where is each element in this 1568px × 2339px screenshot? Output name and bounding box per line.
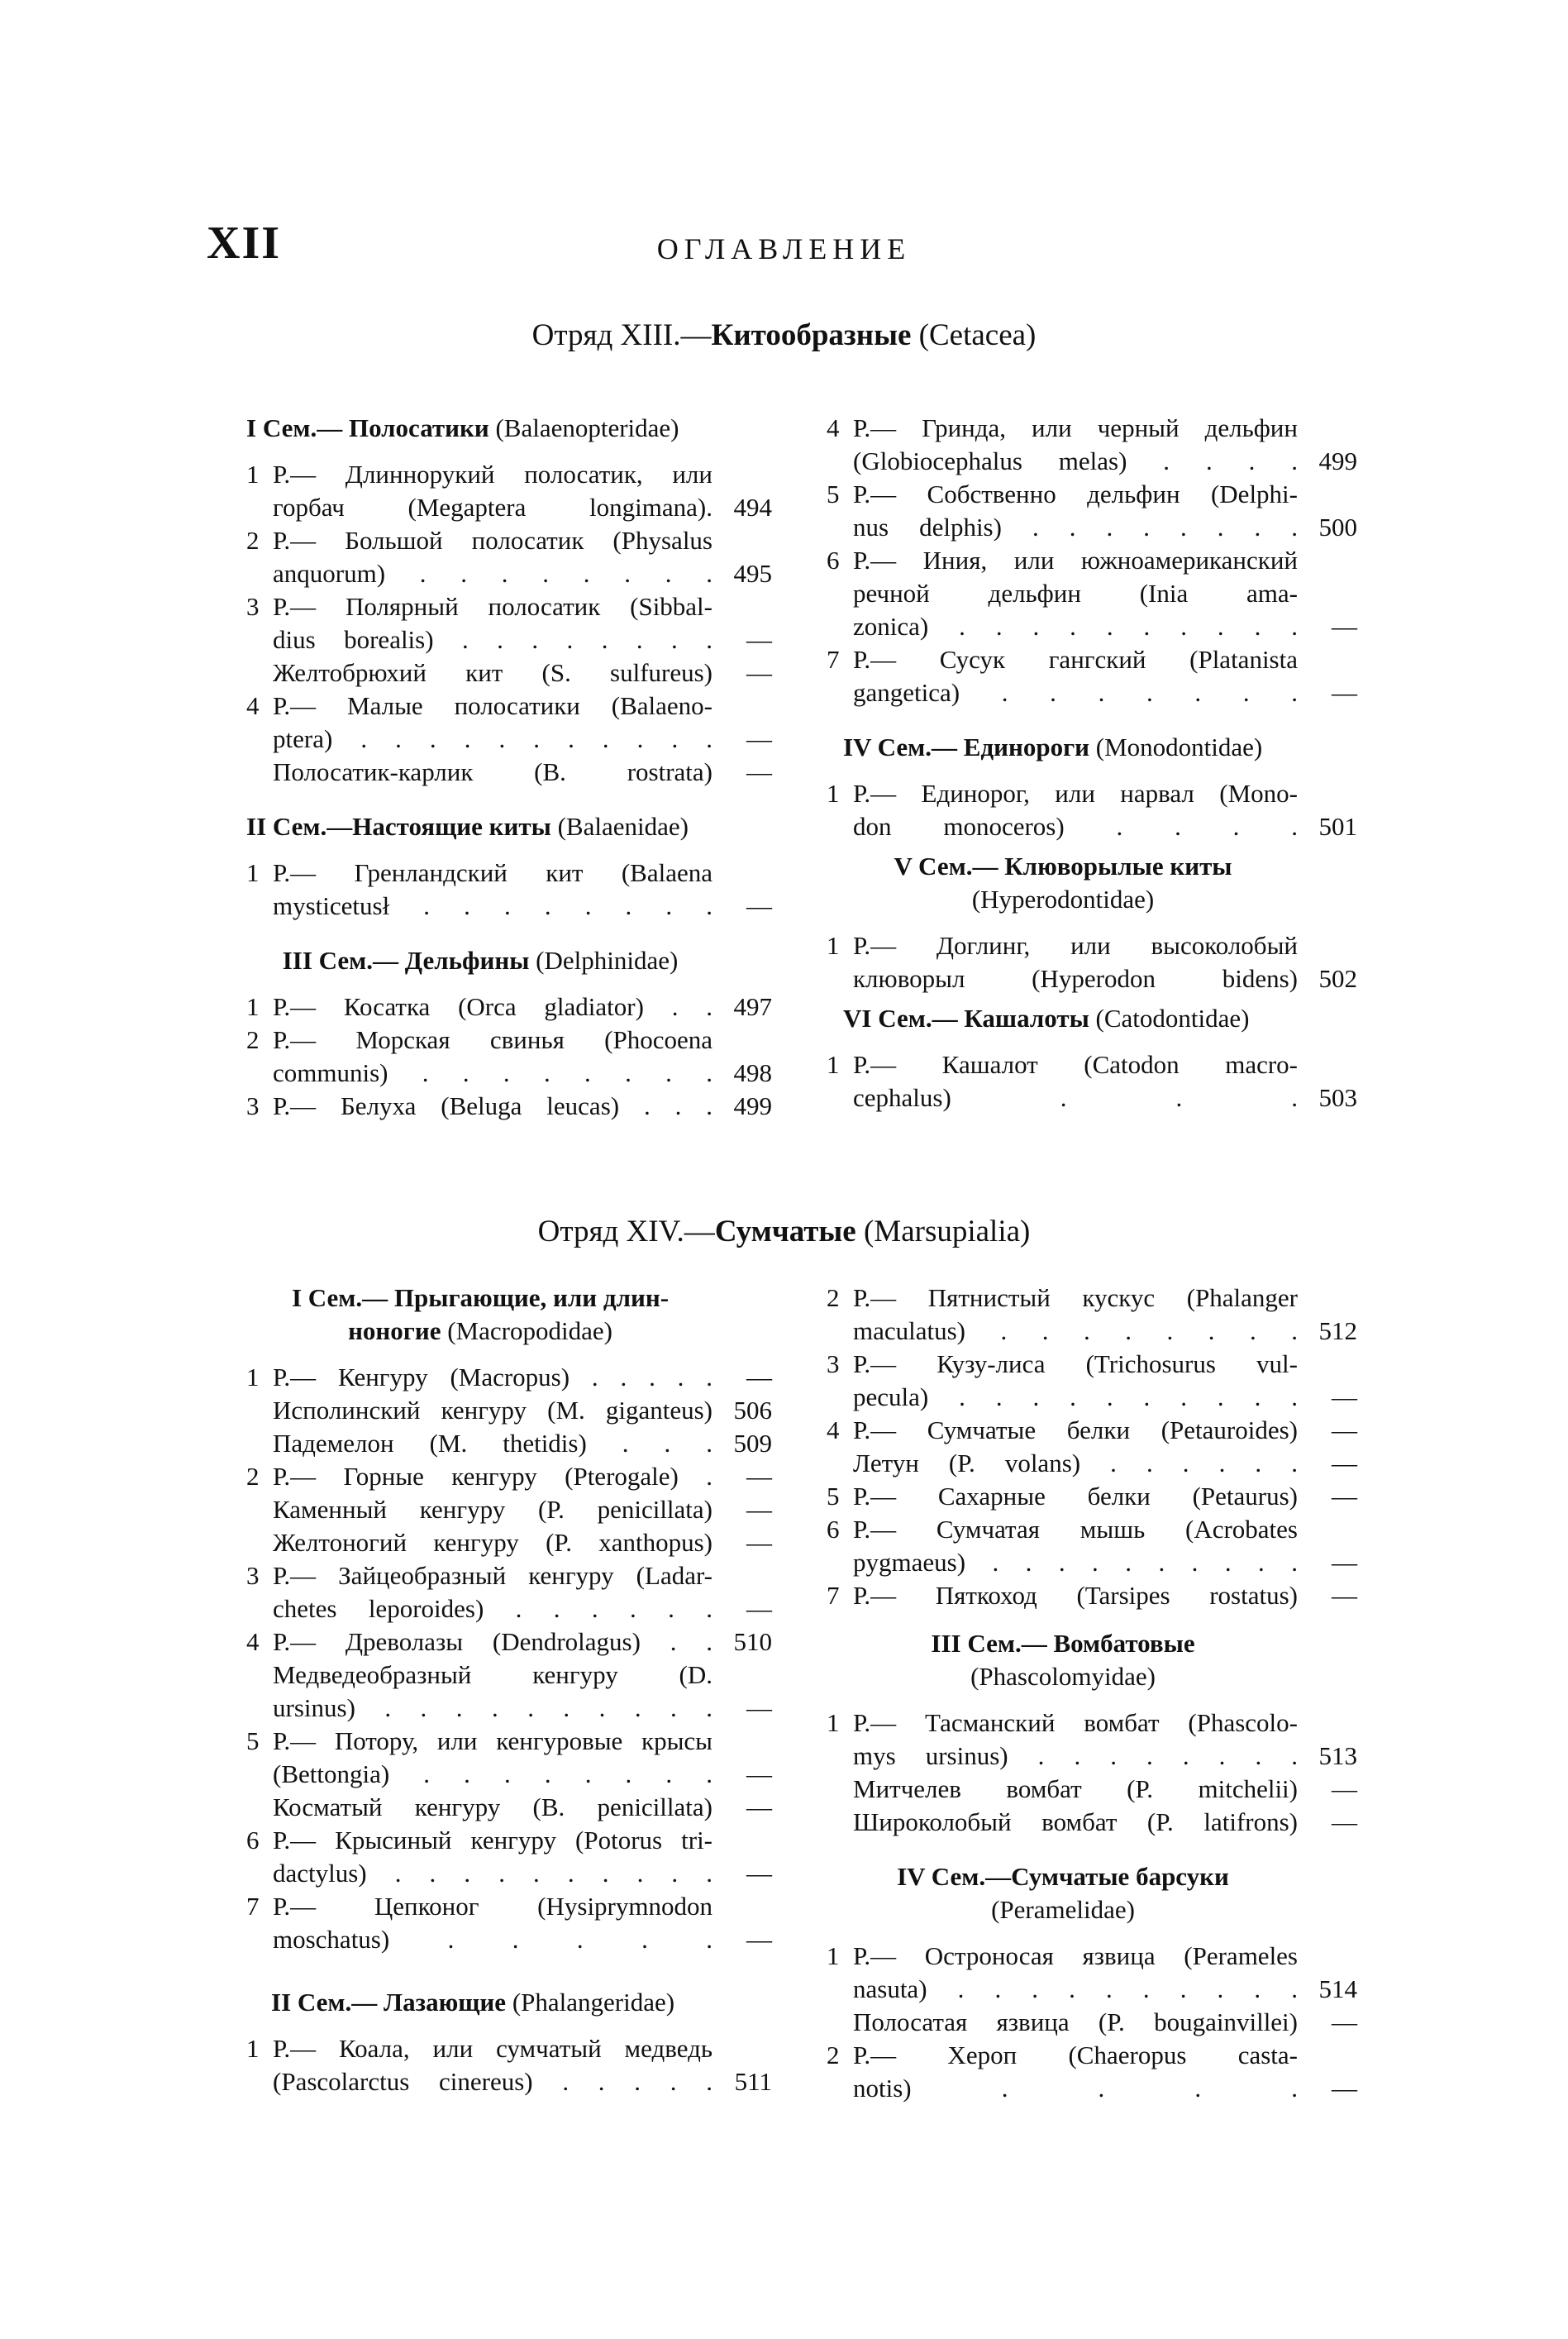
order-xiv-left-column xyxy=(246,1282,772,2098)
order-title-name: Китообразные xyxy=(711,318,912,352)
toc-entry: 4 Р.— Малые полосатики (Balaeno- ptera) . . . . . . . . . . . — xyxy=(246,691,772,753)
toc-entry: 1 Р.— Гренландский кит (Balaena mysticetusł . . . . . . . . — xyxy=(246,858,772,920)
toc-entry: 2 Р.— Большой полосатик (Physalus anquorum) . . . . . . . . 495 xyxy=(246,526,772,588)
toc-entry: Каменный кенгуру (P. penicillata) — xyxy=(273,1495,772,1524)
family-heading: IV Сем.—Сумчатые барсуки (Peramelidae) xyxy=(897,1862,1229,1924)
toc-entry: 2 Р.— Горные кенгуру (Pterogale) . — xyxy=(246,1462,772,1491)
toc-entry: 3 Р.— Зайцеобразный кенгуру (Ladar- chetes leporoides) . . . . . . — xyxy=(246,1561,772,1623)
toc-entry: 6 Р.— Крысиный кенгуру (Potorus tri- dactylus) . . . . . . . . . . — xyxy=(246,1826,772,1888)
toc-entry: 3 Р.— Белуха (Beluga leucas) . . . 499 xyxy=(246,1091,772,1120)
order-xiii-title xyxy=(0,317,1568,353)
toc-entry: 7 Р.— Сусук гангский (Platanista gangetica) . . . . . . . — xyxy=(827,645,1357,707)
family-heading: I Сем.— Прыгающие, или длин- ноногие (Macropodidae) xyxy=(291,1283,670,1345)
running-head: ОГЛАВЛЕНИЕ xyxy=(656,232,912,265)
order-xiii-right-column xyxy=(827,412,1357,1115)
toc-entry: 6 Р.— Иния, или южноамериканский речной дельфин (Inia ama- zonica) . . . . . . . . . . — xyxy=(827,546,1357,641)
toc-entry: Косматый кенгуру (B. penicillata) — xyxy=(273,1792,772,1821)
family-heading: II Сем.—Настоящие киты (Balaenidae) xyxy=(246,812,689,841)
toc-entry: 1 Р.— Остроносая язвица (Perameles nasuta) . . . . . . . . . . 514 xyxy=(827,1941,1357,2003)
toc-entry: 7 Р.— Пяткоход (Tarsipes rostatus) — xyxy=(827,1581,1357,1610)
toc-entry: 1 Р.— Кашалот (Catodon macro- cephalus) . . . 503 xyxy=(827,1050,1357,1112)
family-heading: VI Сем.— Кашалоты (Catodontidae) xyxy=(843,1004,1250,1033)
toc-entry: Желтобрюхий кит (S. sulfureus) — xyxy=(273,658,772,687)
family-heading: III Сем.— Вомбатовые (Phascolomyidae) xyxy=(931,1629,1195,1691)
family-heading: II Сем.— Лазающие (Phalangeridae) xyxy=(271,1988,675,2017)
toc-entry: 7 Р.— Цепконог (Hysiprymnodon moschatus) . . . . . — xyxy=(246,1892,772,1954)
toc-entry: 4 Р.— Древолазы (Dendrolagus) . . 510 xyxy=(246,1627,772,1656)
toc-entry: Желтоногий кенгуру (P. xanthopus) — xyxy=(273,1528,772,1557)
toc-entry: 5 Р.— Собственно дельфин (Delphi- nus delphis) . . . . . . . . 500 xyxy=(827,480,1357,542)
toc-entry: 5 Р.— Сахарные белки (Petaurus) — xyxy=(827,1482,1357,1511)
toc-entry: 2 Р.— Хероп (Chaeropus casta- notis) . . . . — xyxy=(827,2041,1357,2103)
toc-entry: 4 Р.— Сумчатые белки (Petauroides) — xyxy=(827,1415,1357,1444)
toc-entry: 1 Р.— Длиннорукий полосатик, или горбач (Megaptera longimana). 494 xyxy=(246,460,772,522)
toc-entry: 1 Р.— Тасманский вомбат (Phascolo- mys ursinus) . . . . . . . . 513 xyxy=(827,1708,1357,1770)
toc-entry: Летун (P. volans) . . . . . . — xyxy=(853,1449,1357,1477)
toc-entry: 6 Р.— Сумчатая мышь (Acrobates pygmaeus) . . . . . . . . . . — xyxy=(827,1515,1357,1577)
toc-entry: Митчелев вомбат (P. mitchelii) — xyxy=(853,1774,1357,1803)
toc-entry: Широколобый вомбат (P. latifrons) — xyxy=(853,1807,1357,1836)
family-heading: III Сем.— Дельфины (Delphinidae) xyxy=(282,946,679,975)
order-title-name: Сумчатые xyxy=(714,1215,856,1248)
toc-entry: 4 Р.— Гринда, или черный дельфин (Globiocephalus melas) . . . . 499 xyxy=(827,413,1357,475)
toc-entry: 2 Р.— Пятнистый кускус (Phalanger maculatus) . . . . . . . . 512 xyxy=(827,1283,1357,1345)
toc-entry: 3 Р.— Кузу-лиса (Trichosurus vul- pecula) . . . . . . . . . . — xyxy=(827,1349,1357,1411)
toc-entry: 1 Р.— Единорог, или нарвал (Mono- don monoceros) . . . . 501 xyxy=(827,779,1357,841)
toc-entry: Полосатая язвица (P. bougainvillei) — xyxy=(853,2007,1357,2036)
toc-entry: 2 Р.— Морская свинья (Phocoena communis) . . . . . . . . 498 xyxy=(246,1025,772,1087)
toc-entry: Медведеобразный кенгуру (D. ursinus) . . . . . . . . . . — xyxy=(273,1660,772,1722)
family-heading: IV Сем.— Единороги (Monodontidae) xyxy=(843,733,1263,761)
order-title-prefix: Отряд XIV.— xyxy=(537,1215,715,1248)
toc-entry: 1 Р.— Кенгуру (Macropus) . . . . . — xyxy=(246,1363,772,1391)
toc-entry: 1 Р.— Доглинг, или высоколобый клюворыл (Hyperodon bidens) 502 xyxy=(827,931,1357,993)
order-xiv-right-column xyxy=(827,1282,1357,2105)
toc-entry: 1 Р.— Косатка (Orca gladiator) . . 497 xyxy=(246,992,772,1021)
page-number: XII xyxy=(207,217,282,269)
toc-entry: 5 Р.— Потору, или кенгуровые крысы (Bettongia) . . . . . . . . — xyxy=(246,1726,772,1788)
order-xiii-left-column xyxy=(246,412,772,1123)
toc-entry: 1 Р.— Коала, или сумчатый медведь (Pascolarctus cinereus) . . . . . 511 xyxy=(246,2034,772,2096)
toc-entry: Полосатик-карлик (B. rostrata) — xyxy=(273,757,772,786)
family-heading: V Сем.— Клюворылые киты (Hyperodontidae) xyxy=(894,852,1232,914)
family-heading: I Сем.— Полосатики (Balaenopteridae) xyxy=(246,413,679,442)
toc-entry: Падемелон (M. thetidis) . . . 509 xyxy=(273,1429,772,1458)
toc-entry: Исполинский кенгуру (M. giganteus) 506 xyxy=(273,1396,772,1425)
order-title-latin: (Marsupialia) xyxy=(863,1215,1031,1248)
order-title-latin: (Cetacea) xyxy=(918,318,1037,352)
order-xiv-title xyxy=(0,1214,1568,1249)
order-title-prefix: Отряд XIII.— xyxy=(531,318,712,352)
toc-entry: 3 Р.— Полярный полосатик (Sibbal- dius borealis) . . . . . . . . — xyxy=(246,592,772,654)
